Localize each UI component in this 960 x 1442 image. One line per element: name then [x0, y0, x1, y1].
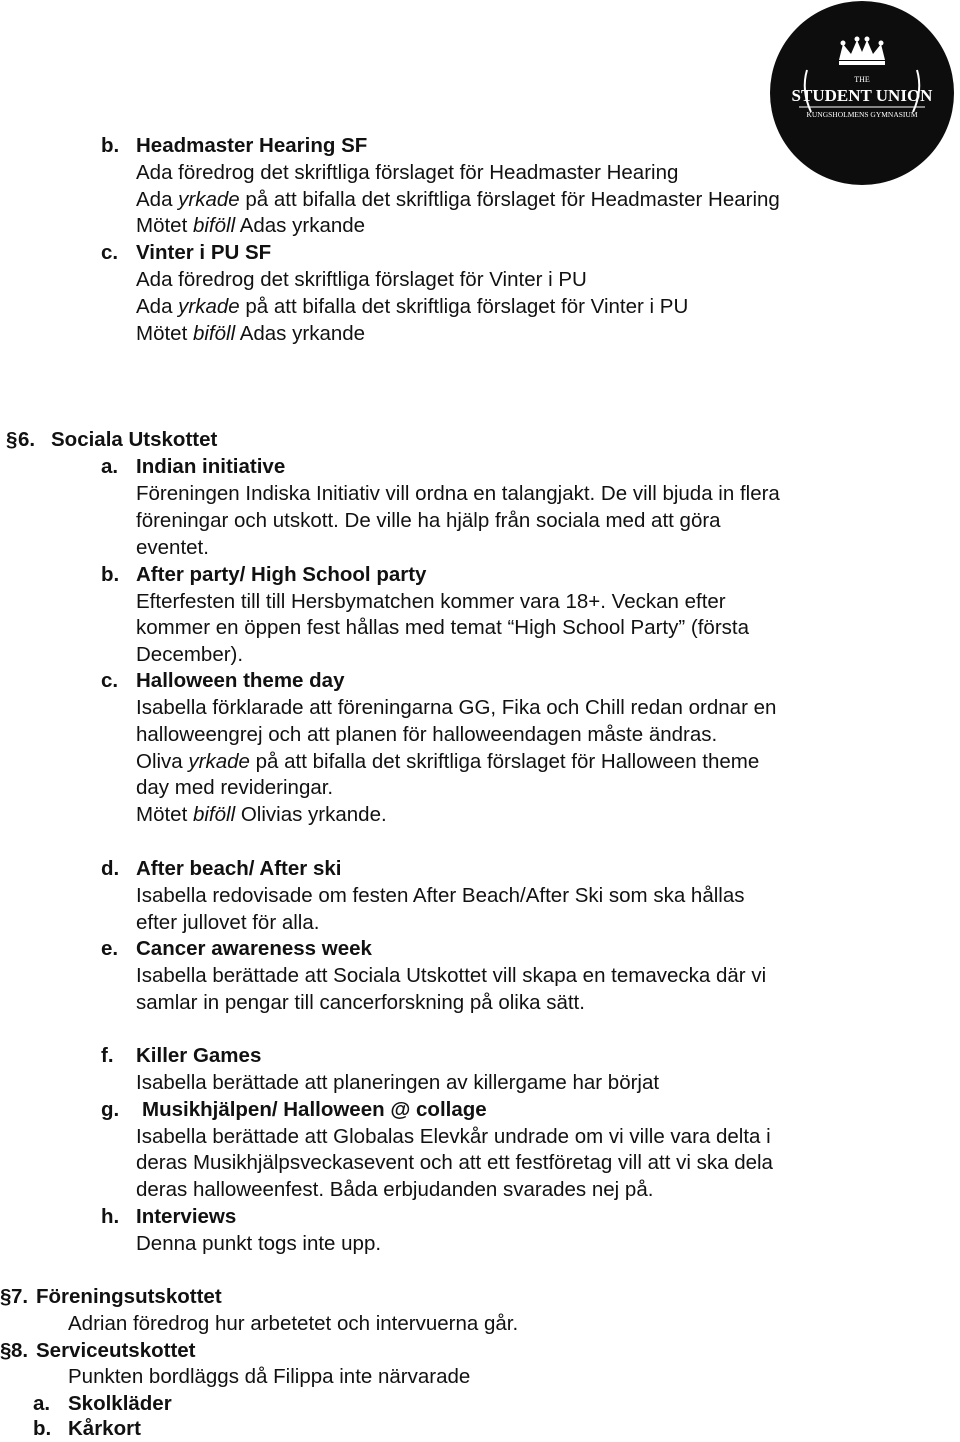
section-title: Sociala Utskottet	[51, 428, 218, 451]
item-line: Adrian föredrog hur arbetetet och intervuerna går.	[68, 1312, 519, 1335]
section-number: 6.	[18, 428, 36, 451]
item-marker: c.	[101, 669, 119, 692]
item-line: Ada föredrog det skriftliga förslaget för Headmaster Hearing	[136, 161, 679, 184]
item-marker: c.	[101, 241, 119, 264]
item-line: Isabella redovisade om festen After Beach/After Ski som ska hållas	[136, 884, 745, 907]
item-line: halloweengrej och att planen för halloweendagen måste ändras.	[136, 723, 718, 746]
logo-line2: STUDENT UNION	[791, 86, 933, 105]
item-line: Mötet biföll Adas yrkande	[136, 322, 366, 345]
item-title: Musikhjälpen/ Halloween @ collage	[142, 1098, 487, 1121]
item-line: Isabella berättade att planeringen av killergame har börjat	[136, 1071, 660, 1094]
item-line: efter jullovet för alla.	[136, 911, 320, 934]
item-line: Ada yrkade på att bifalla det skriftliga förslaget för Headmaster Hearing	[136, 188, 780, 211]
item-marker: h.	[101, 1205, 120, 1228]
item-marker: b.	[101, 563, 120, 586]
item-line: Isabella berättade att Globalas Elevkår undrade om vi ville vara delta i	[136, 1125, 771, 1148]
item-line: deras halloweenfest. Båda erbjudanden svarades nej på.	[136, 1178, 654, 1201]
item-title: Interviews	[136, 1205, 237, 1228]
item-line: Isabella förklarade att föreningarna GG, Fika och Chill redan ordnar en	[136, 696, 777, 719]
item-marker: b.	[33, 1417, 52, 1440]
logo-line3: KUNGSHOLMENS GYMNASIUM	[806, 110, 918, 119]
logo-line1: THE	[854, 75, 870, 84]
item-line: Föreningen Indiska Initiativ vill ordna en talangjakt. De vill bjuda in flera	[136, 482, 780, 505]
item-line: Ada yrkade på att bifalla det skriftliga förslaget för Vinter i PU	[136, 295, 689, 318]
section-title: Serviceutskottet	[36, 1339, 196, 1362]
item-line: Mötet biföll Adas yrkande	[136, 214, 366, 237]
item-line: December).	[136, 643, 244, 666]
item-marker: f.	[101, 1044, 114, 1067]
item-marker: d.	[101, 857, 120, 880]
item-line: Efterfesten till till Hersbymatchen kommer vara 18+. Veckan efter	[136, 590, 726, 613]
item-marker: g.	[101, 1098, 120, 1121]
item-line: Isabella berättade att Sociala Utskottet vill skapa en temavecka där vi	[136, 964, 767, 987]
item-title: Headmaster Hearing SF	[136, 134, 368, 157]
item-line: samlar in pengar till cancerforskning på olika sätt.	[136, 991, 585, 1014]
item-title: After party/ High School party	[136, 563, 427, 586]
student-union-logo	[769, 0, 955, 186]
item-title: Kårkort	[68, 1417, 141, 1440]
item-line: eventet.	[136, 536, 209, 559]
item-title: Vinter i PU SF	[136, 241, 272, 264]
item-title: After beach/ After ski	[136, 857, 342, 880]
item-line: Oliva yrkade på att bifalla det skriftliga förslaget för Halloween theme	[136, 750, 760, 773]
item-line: föreningar och utskott. De ville ha hjälp från sociala med att göra	[136, 509, 721, 532]
item-line: Ada föredrog det skriftliga förslaget för Vinter i PU	[136, 268, 587, 291]
item-title: Indian initiative	[136, 455, 286, 478]
section-number: 7.	[11, 1285, 29, 1308]
item-line: Denna punkt togs inte upp.	[136, 1232, 382, 1255]
item-marker: a.	[33, 1392, 51, 1415]
section-sign: §	[6, 428, 18, 451]
item-title: Halloween theme day	[136, 669, 345, 692]
section-title: Föreningsutskottet	[36, 1285, 222, 1308]
item-line: kommer en öppen fest hållas med temat “High School Party” (första	[136, 616, 749, 639]
item-title: Cancer awareness week	[136, 937, 372, 960]
item-title: Killer Games	[136, 1044, 262, 1067]
item-marker: b.	[101, 134, 120, 157]
section-sign: §	[0, 1285, 12, 1308]
section-number: 8.	[11, 1339, 29, 1362]
item-line: Punkten bordläggs då Filippa inte närvarade	[68, 1365, 471, 1388]
item-marker: a.	[101, 455, 119, 478]
section-sign: §	[0, 1339, 12, 1362]
item-marker: e.	[101, 937, 119, 960]
item-line: day med revideringar.	[136, 776, 334, 799]
item-line: Mötet biföll Olivias yrkande.	[136, 803, 387, 826]
item-title: Skolkläder	[68, 1392, 172, 1415]
item-line: deras Musikhjälpsveckasevent och att ett festföretag vill att vi ska dela	[136, 1151, 773, 1174]
